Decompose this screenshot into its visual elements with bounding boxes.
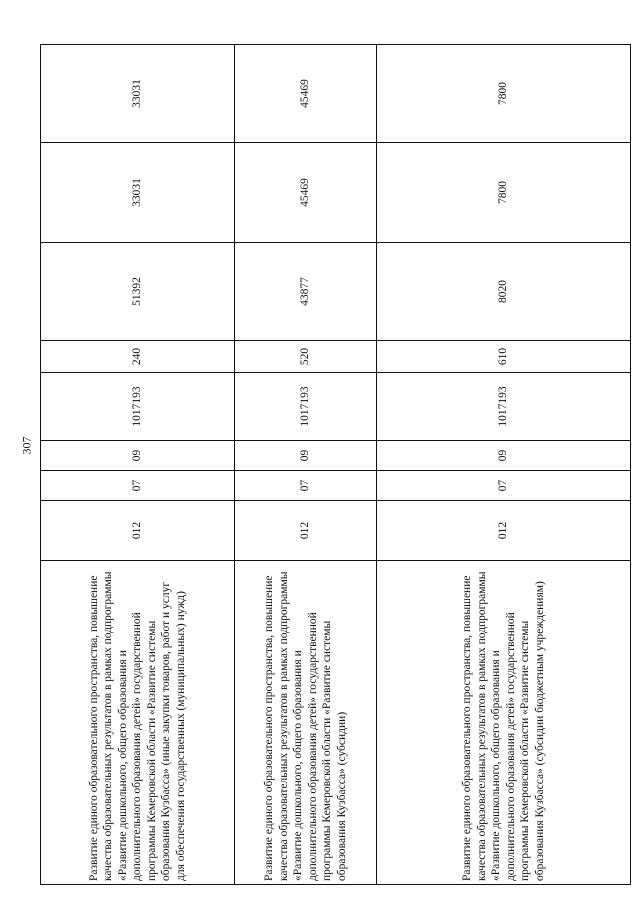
expense-type-code: 610 [377,341,631,373]
amount-year-2: 33031 [41,143,235,243]
row-description: Развитие единого образовательного пространства, повышение качества образовательных результатов в рамках подпрограммы «Развитие дошкольного, общего образования и дополнительного образования детей» государственной программы Кемеровской области «Развитие системы образования Кузбасса» (иные закупки товаров, работ и услуг для обеспечения государственных (муниципальных) нужд) [41,561,235,885]
table-row [377,45,631,885]
amount-year-1: 51392 [41,243,235,341]
amount-year-1: 8020 [377,243,631,341]
amount-year-1: 43877 [235,243,377,341]
subsection-code: 09 [235,441,377,471]
subsection-code: 09 [41,441,235,471]
budget-table [40,44,631,885]
page-number: 307 [19,436,34,455]
target-item-code: 1017193 [41,373,235,441]
section-code: 07 [377,471,631,501]
row-description: Развитие единого образовательного пространства, повышение качества образовательных результатов в рамках подпрограммы «Развитие дошкольного, общего образования и дополнительного образования детей» государственной программы Кемеровской области «Развитие системы образования Кузбасса» (субсидии) [235,561,377,885]
row-description: Развитие единого образовательного пространства, повышение качества образовательных результатов в рамках подпрограммы «Развитие дошкольного, общего образования и дополнительного образования детей» государственной программы Кемеровской области «Развитие системы образования Кузбасса» (субсидии бюджетным учреждениям) [377,561,631,885]
section-code: 07 [41,471,235,501]
subsection-code: 09 [377,441,631,471]
expense-type-code: 240 [41,341,235,373]
amount-year-2: 7800 [377,143,631,243]
expense-type-code: 520 [235,341,377,373]
amount-year-3: 7800 [377,45,631,143]
ministry-code: 012 [235,501,377,561]
rotated-page-content [40,45,630,885]
target-item-code: 1017193 [235,373,377,441]
table-row [235,45,377,885]
ministry-code: 012 [41,501,235,561]
target-item-code: 1017193 [377,373,631,441]
amount-year-3: 33031 [41,45,235,143]
table-row [41,45,235,885]
amount-year-3: 45469 [235,45,377,143]
ministry-code: 012 [377,501,631,561]
section-code: 07 [235,471,377,501]
amount-year-2: 45469 [235,143,377,243]
